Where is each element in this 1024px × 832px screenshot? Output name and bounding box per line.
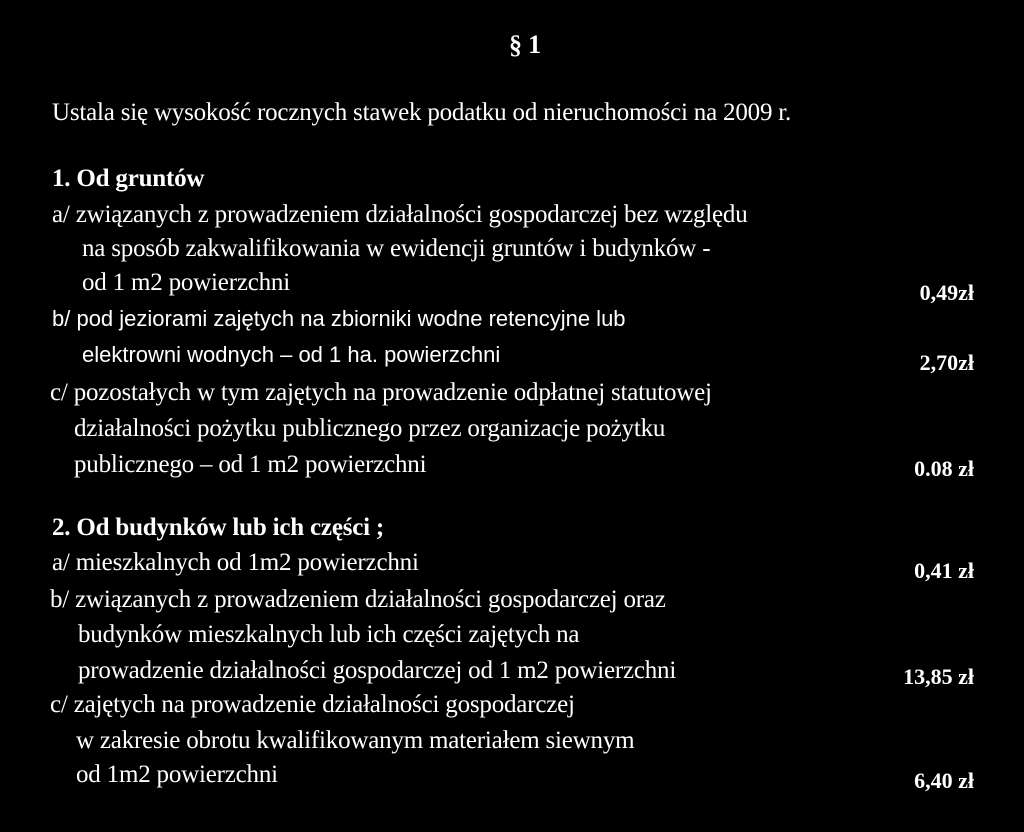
s2-c-line-3: od 1m2 powierzchni [76, 761, 278, 788]
s1-c-line-1: c/ pozostałych w tym zajętych na prowadzenie odpłatnej statutowej [50, 379, 712, 406]
s1-a-line-2: na sposób zakwalifikowania w ewidencji gruntów i budynków - [82, 235, 711, 262]
s1-a-line-3: od 1 m2 powierzchni [82, 269, 290, 296]
s1-b-amount: 2,70zł [919, 350, 974, 375]
s2-b-line-3: prowadzenie działalności gospodarczej od 1 m2 powierzchni [78, 657, 677, 684]
s2-c-line-1: c/ zajętych na prowadzenie działalności gospodarczej [50, 691, 575, 718]
paragraph-number: § 1 [509, 30, 541, 59]
s2-b-line-1: b/ związanych z prowadzeniem działalności gospodarczej oraz [50, 586, 666, 613]
s2-c-line-2: w zakresie obrotu kwalifikowanym materiałem siewnym [76, 727, 635, 754]
s1-b-line-2: elektrowni wodnych – od 1 ha. powierzchni [82, 342, 501, 367]
s1-c-line-3: publicznego – od 1 m2 powierzchni [74, 451, 427, 478]
section1-heading: 1. Od gruntów [52, 165, 205, 192]
s2-b-line-2: budynków mieszkalnych lub ich części zajętych na [78, 621, 580, 648]
s2-c-amount: 6,40 zł [914, 768, 974, 793]
s1-c-line-2: działalności pożytku publicznego przez organizacje pożytku [74, 415, 666, 442]
s1-b-line-1: b/ pod jeziorami zajętych na zbiorniki wodne retencyjne lub [52, 306, 626, 331]
section2-heading: 2. Od budynków lub ich części ; [52, 514, 385, 541]
s1-c-amount: 0.08 zł [914, 456, 974, 481]
s2-a-line: a/ mieszkalnych od 1m2 powierzchni [52, 549, 419, 576]
s1-a-amount: 0,49zł [919, 280, 974, 305]
s2-b-amount: 13,85 zł [903, 664, 974, 689]
intro-text: Ustala się wysokość rocznych stawek podatku od nieruchomości na 2009 r. [52, 99, 792, 126]
s2-a-amount: 0,41 zł [914, 558, 974, 583]
s1-a-line-1: a/ związanych z prowadzeniem działalności gospodarczej bez względu [52, 201, 748, 228]
